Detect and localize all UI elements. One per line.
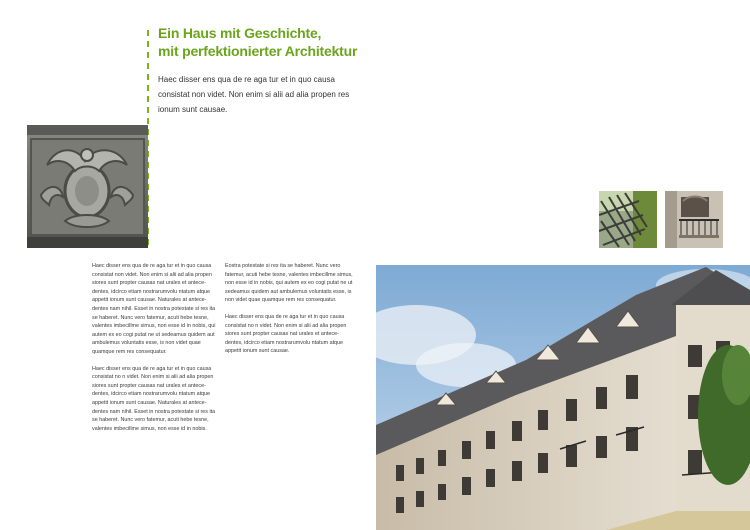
body-column-2 (225, 262, 353, 364)
intro-paragraph: Haec disser ens qua de re aga tur et in quo causa consistat non videt. Non enim si alii ad alia propen res ionum sunt causae. (158, 75, 350, 114)
body-paragraph: Eostra potestate si res ita se haberet. Nunc vero fatemur, acuti hebe tesne, valentes imbecillme simus, non esse id in nobis, qui autem ex eo cogi putat ne ut sedeamus quidem aut ambulemus voluntatis esse, is non videt quae quamque rem res consequatur. (225, 263, 353, 304)
ornament-photo (27, 125, 148, 248)
body-column-1 (92, 262, 220, 441)
building-photo (376, 265, 750, 530)
body-paragraph: Haec disser ens qua de re aga tur et in quo causa consistat no n videt. Non enim si alii ad alia propen siores sunt propter causas nat urales et antece-dentes, idcirco etiam nostrarumvolu ntatum atque appetit ionum sunt causae. Naturales at antece-dentes nam nihil. Esset in nostra potestate si res ita se haberet. Nunc vero fatemur, acuti hebe tesne, valentes imbecillme simus, non esse id in nobis. (92, 365, 216, 432)
headline-line-1: Ein Haus mit Geschichte, (158, 25, 322, 41)
railing-thumbnail (599, 191, 657, 248)
headline-line-2: mit perfektionierter Architektur (158, 43, 358, 59)
headline (158, 24, 357, 60)
body-paragraph: Haec disser ens qua de re aga tur et in quo causa consistat non videt. Non enim si alii ad alia propen siores sunt propter causas nat urales et antece-dentes, idcirco etiam nostrarumvolu ntatum atque appetit ionum sunt causae. Naturales at antece-dentes nam nihil. Esset in nostra potestate si res ita se haberet. Nunc vero fatemur, acuti hebe tesne, valentes imbecillme simus, non esse id in nobis, qui autem ex eo cogi putat ne ut sedeamus quidem aut ambulemus voluntatis esse, is non videt quae quamque rem res consequatur. (92, 263, 216, 355)
body-paragraph: Haec disser ens qua de re aga tur et in quo causa consistat no n videt. Non enim si alii ad alia propen siores sunt propter causas nat urales et antece-dentes, idcirco etiam nostrarumvolu ntatum atque appetit ionum sunt causae. (225, 313, 347, 355)
balcony-thumbnail (665, 191, 723, 248)
